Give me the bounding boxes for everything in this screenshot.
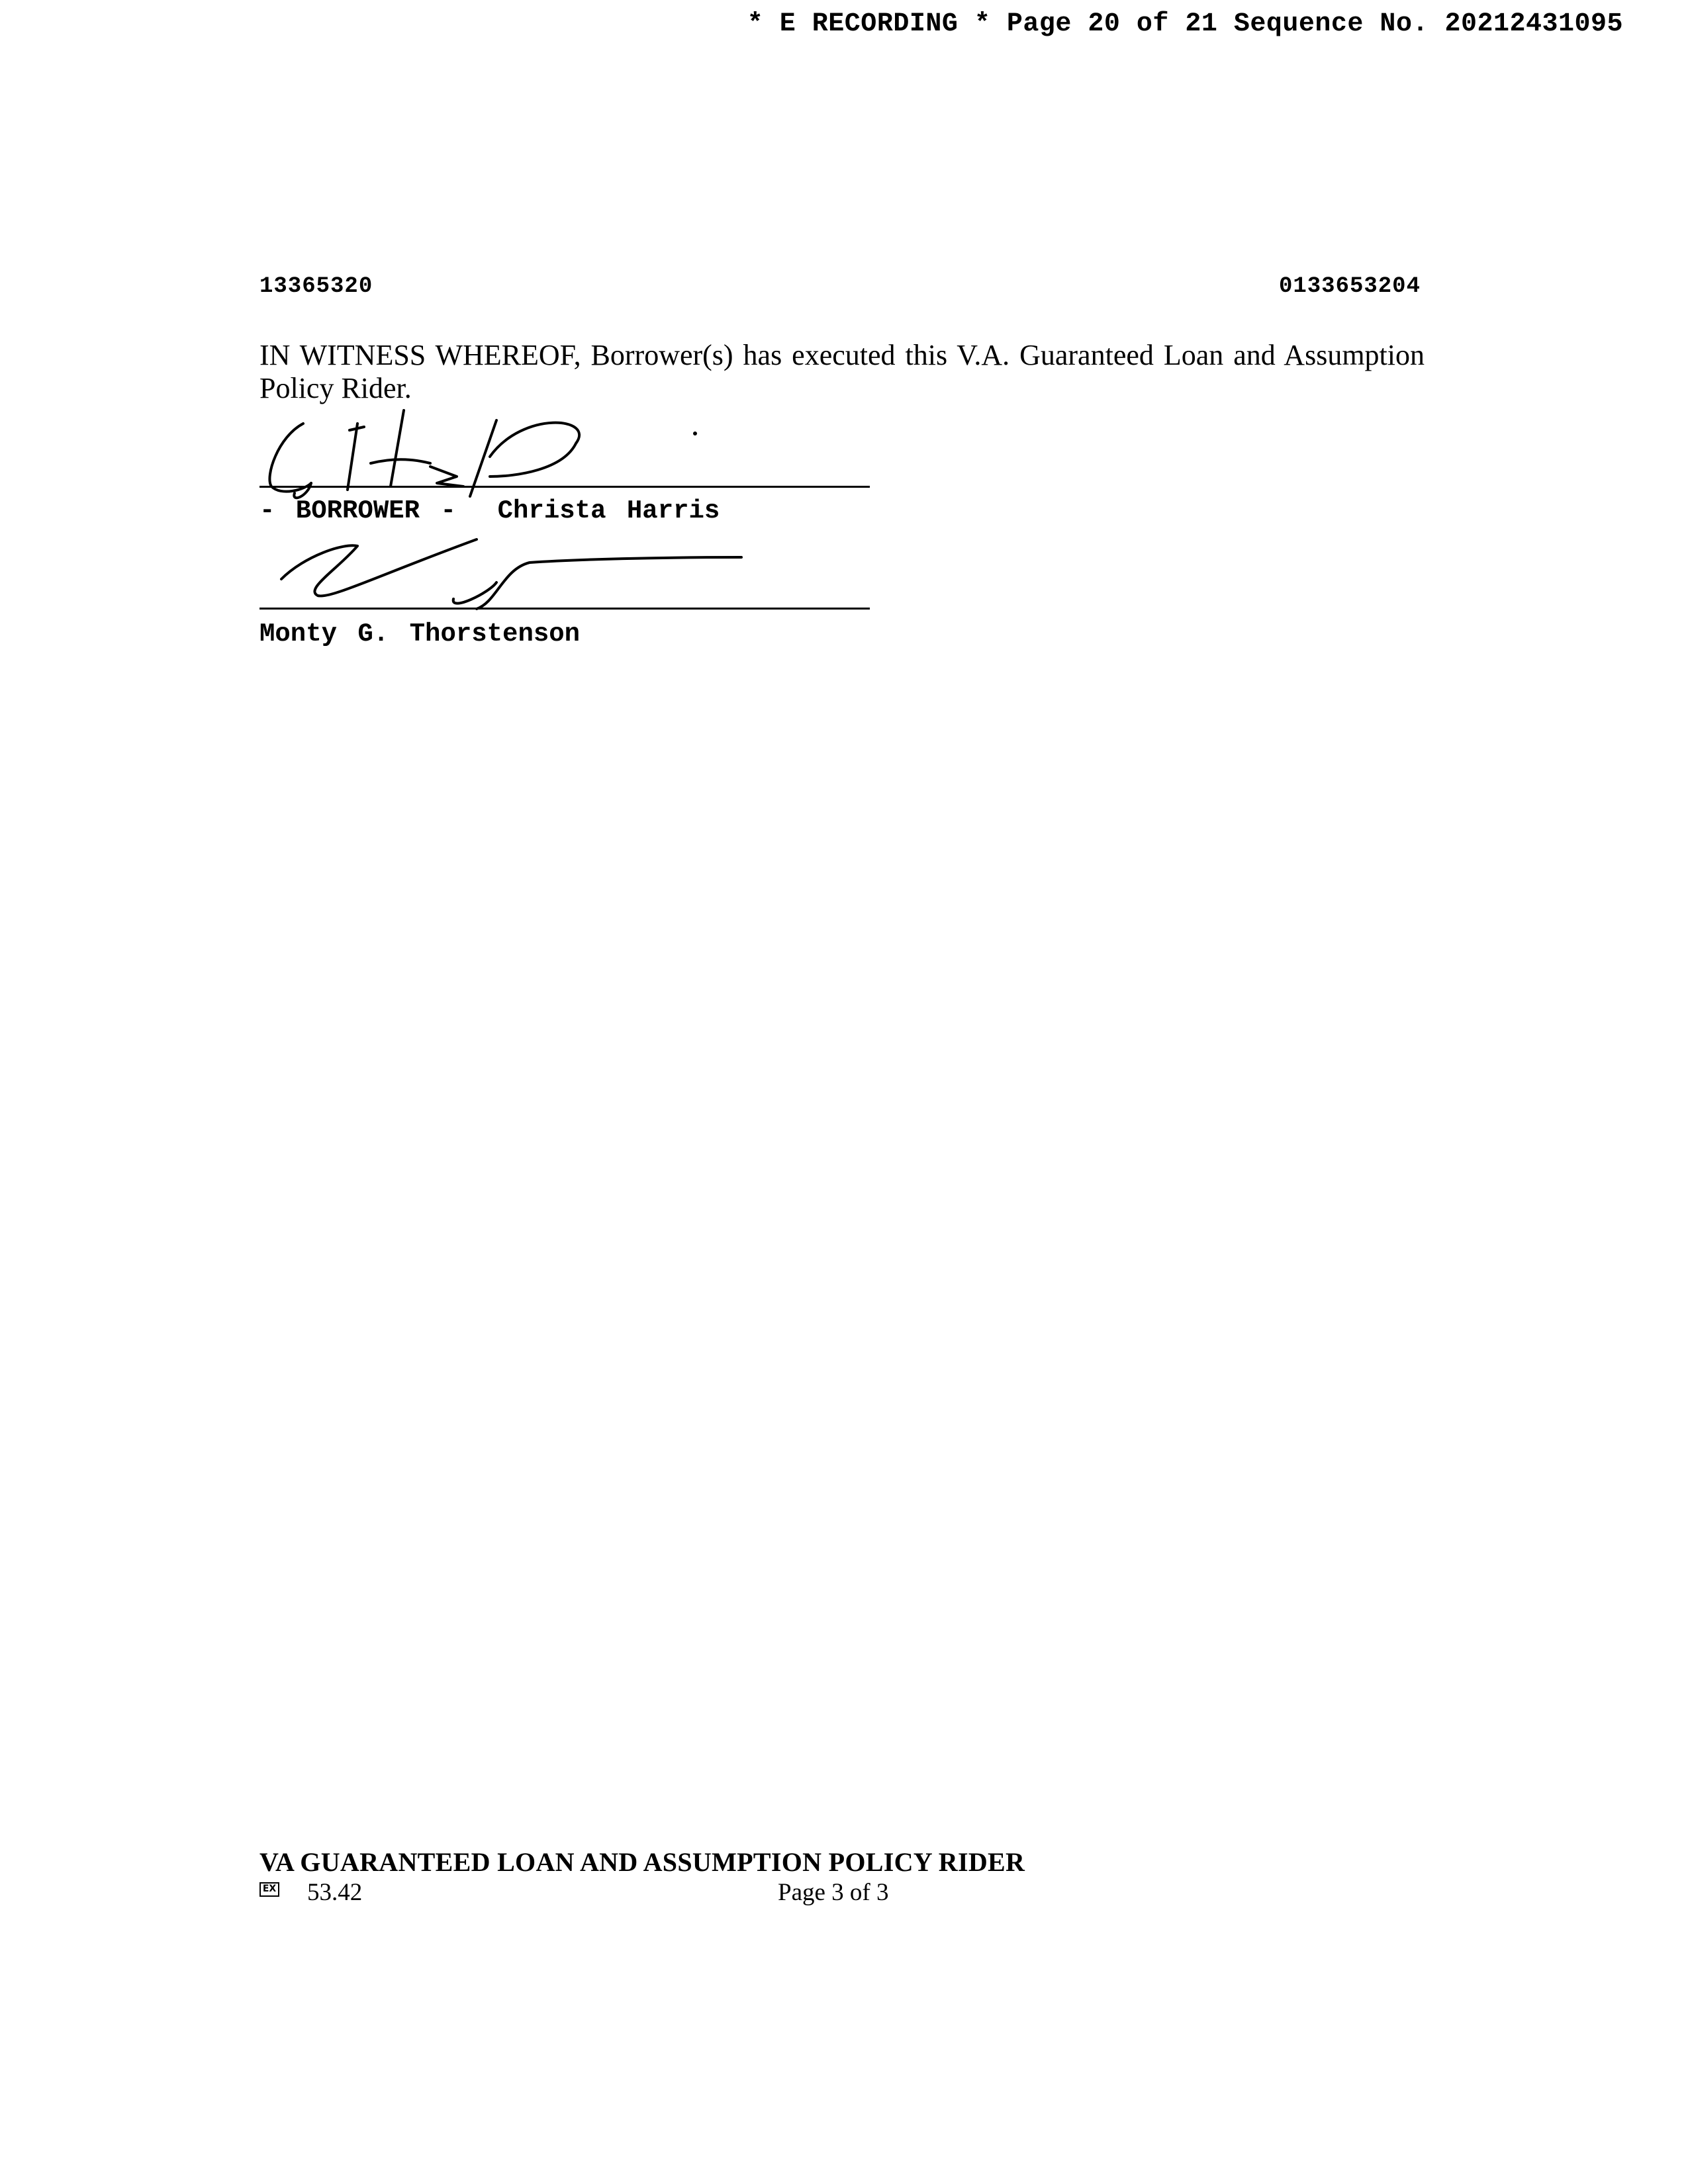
signature-label-borrower: - BORROWER - Christa Harris [259,496,720,525]
signature-label-co-borrower: Monty G. Thorstenson [259,619,581,649]
recording-header: * E RECORDING * Page 20 of 21 Sequence No. 20212431095 [747,9,1623,39]
form-code-icon: EX [259,1882,279,1897]
borrower-signature-1 [265,404,728,510]
signature-line-1 [259,486,870,488]
page-number: Page 3 of 3 [778,1879,889,1906]
borrower-signature-2 [278,529,755,615]
footer-row [259,1878,921,1907]
form-title: VA GUARANTEED LOAN AND ASSUMPTION POLICY RIDER [259,1847,1025,1877]
form-number: 53.42 [307,1879,363,1906]
loan-number-left: 13365320 [259,274,373,299]
signature-line-2 [259,608,870,610]
witness-statement: IN WITNESS WHEREOF, Borrower(s) has executed this V.A. Guaranteed Loan and Assumption Policy Rider. [259,339,1425,404]
loan-number-right: 0133653204 [1278,274,1421,299]
